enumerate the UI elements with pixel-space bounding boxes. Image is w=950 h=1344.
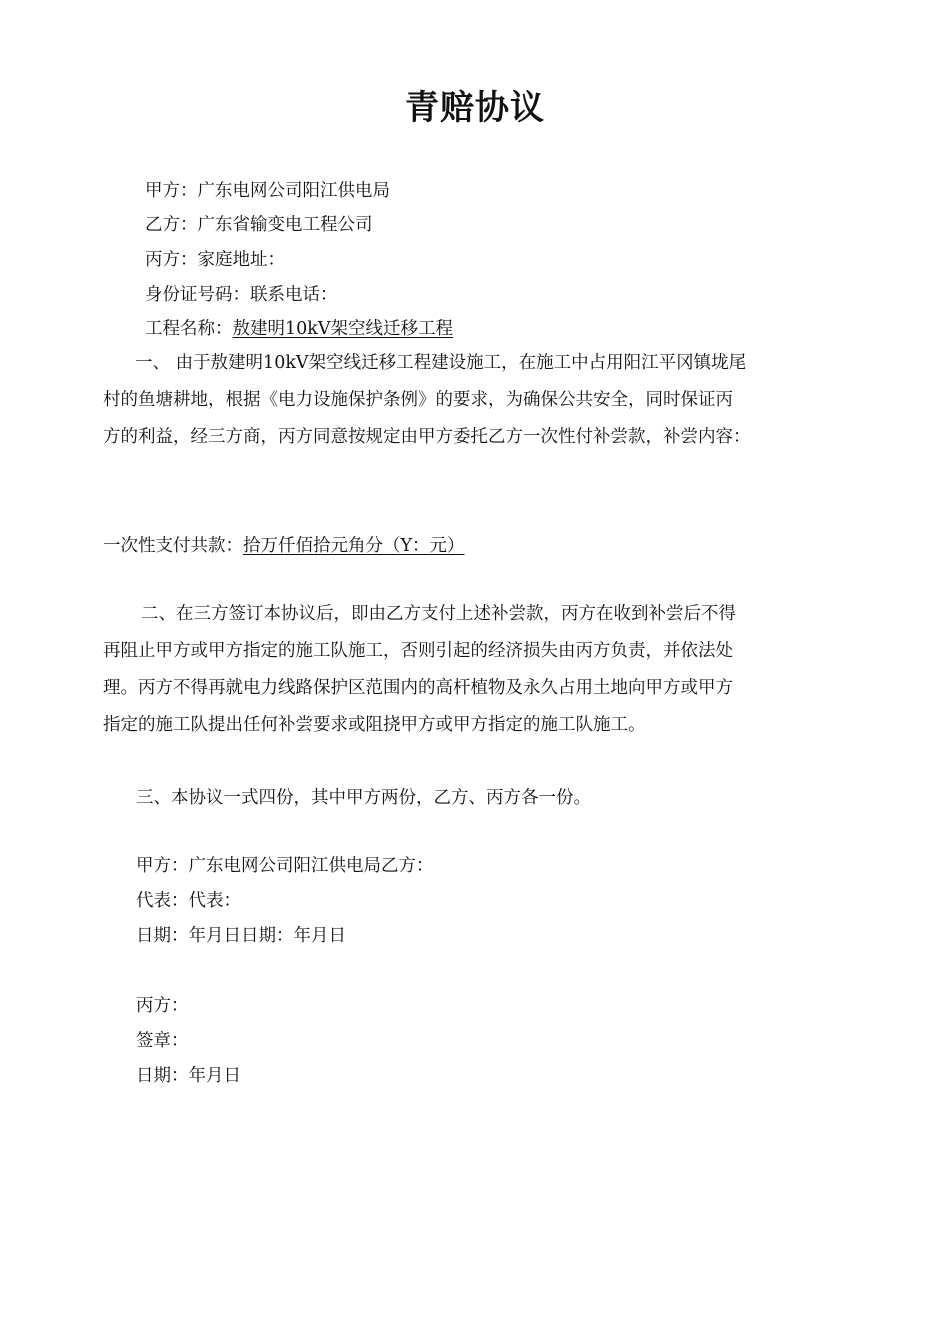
party-b-line: 乙方：广东省输变电工程公司 <box>145 215 373 235</box>
sign-c-date: 日期：年月日 <box>136 1066 241 1086</box>
project-line <box>145 317 453 341</box>
sign-c-seal: 签章： <box>136 1031 189 1051</box>
clause-2 <box>103 596 808 744</box>
payment-amount: 拾万仟佰拾元角分（Y：元） <box>243 536 465 556</box>
clause-1 <box>103 345 808 456</box>
clause-1-line: 村的鱼塘耕地，根据《电力设施保护条例》的要求，为确保公共安全，同时保证丙 <box>103 390 733 410</box>
sign-c-party: 丙方： <box>136 996 189 1016</box>
party-c-line: 丙方：家庭地址： <box>145 250 285 270</box>
project-name: 敖建明10kV架空线迁移工程 <box>232 319 454 339</box>
id-phone-line: 身份证号码：联系电话： <box>145 285 338 305</box>
payment-label: 一次性支付共款： <box>103 536 243 556</box>
clause-3: 三、本协议一式四份，其中甲方两份，乙方、丙方各一份。 <box>136 788 591 808</box>
clause-2-line: 二、在三方签订本协议后，即由乙方支付上述补尝款，丙方在收到补尝后不得 <box>141 604 736 624</box>
payment-line <box>103 534 465 558</box>
clause-1-line: 方的利益，经三方商，丙方同意按规定由甲方委托乙方一次性付补尝款，补尝内容： <box>103 427 751 447</box>
clause-2-line: 指定的施工队提出任何补尝要求或阻挠甲方或甲方指定的施工队施工。 <box>103 715 646 735</box>
clause-1-line: 一、 由于敖建明10kV架空线迁移工程建设施工，在施工中占用阳江平冈镇垅尾 <box>135 353 747 373</box>
party-a-line: 甲方：广东电网公司阳江供电局 <box>145 181 390 201</box>
sign-ab-party: 甲方：广东电网公司阳江供电局乙方： <box>136 856 434 876</box>
project-label: 工程名称： <box>145 319 233 339</box>
sign-ab-rep: 代表：代表： <box>136 891 241 911</box>
clause-2-line: 再阻止甲方或甲方指定的施工队施工，否则引起的经济损失由丙方负责，并依法处 <box>103 641 733 661</box>
sign-ab-date: 日期：年月日日期：年月日 <box>136 926 346 946</box>
document-title: 青赔协议 <box>405 88 545 128</box>
clause-2-line: 理。丙方不得再就电力线路保护区范围内的高杆植物及永久占用土地向甲方或甲方 <box>103 678 733 698</box>
